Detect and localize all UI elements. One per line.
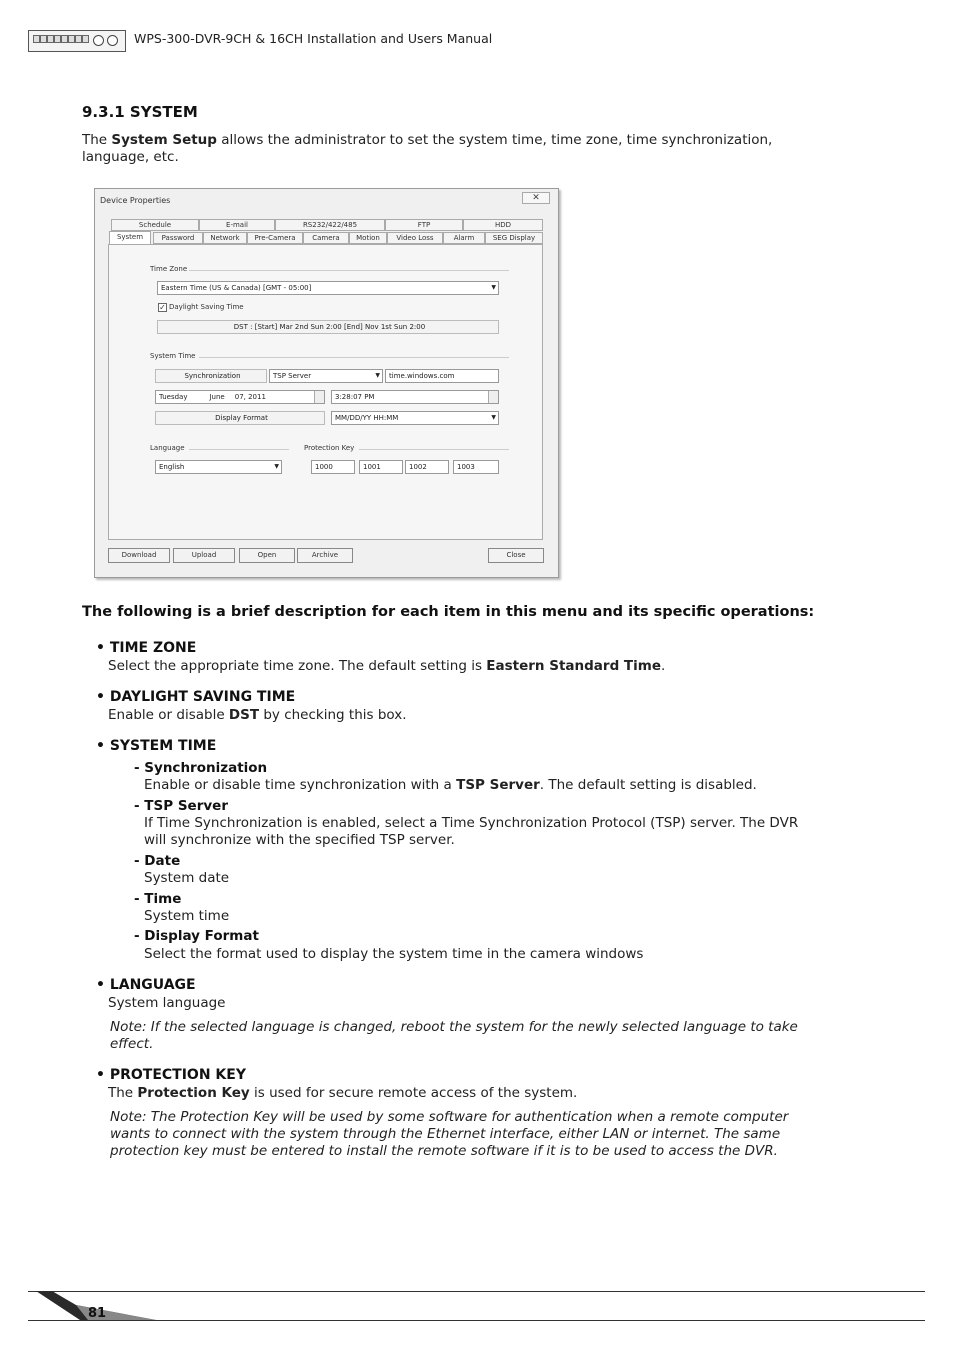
- tab-rs232[interactable]: RS232/422/485: [275, 219, 385, 231]
- language-heading: • LANGUAGE: [96, 977, 196, 993]
- device-properties-dialog: [94, 188, 559, 578]
- language-text: System language: [108, 995, 226, 1011]
- protection-key-1[interactable]: 1000: [311, 460, 355, 474]
- intro-paragraph: The System Setup allows the administrator to set the system time, time zone, time synchronization, language, etc.: [82, 132, 773, 165]
- display-format-subheading: - Display Format: [134, 928, 259, 944]
- system-time-heading: • SYSTEM TIME: [96, 738, 217, 754]
- time-text: System time: [144, 908, 230, 924]
- time-zone-label: Time Zone: [150, 265, 188, 273]
- time-subheading: - Time: [134, 891, 182, 907]
- close-x-icon[interactable]: ✕: [522, 192, 550, 204]
- tab-ftp[interactable]: FTP: [385, 219, 463, 231]
- section-title: 9.3.1 SYSTEM: [82, 103, 198, 121]
- tab-motion[interactable]: Motion: [349, 232, 387, 244]
- system-tab-panel: [108, 244, 543, 540]
- tab-alarm[interactable]: Alarm: [443, 232, 485, 244]
- tab-system[interactable]: System: [109, 231, 151, 244]
- description-heading: The following is a brief description for each item in this menu and its specific operations:: [82, 604, 815, 620]
- display-format-label-box: Display Format: [155, 411, 325, 425]
- sync-subheading: - Synchronization: [134, 760, 268, 776]
- dst-text: Enable or disable DST by checking this box.: [108, 707, 407, 723]
- dst-checkbox[interactable]: ✓: [159, 303, 166, 312]
- close-button[interactable]: Close: [488, 548, 544, 563]
- language-note: Note: If the selected language is changed, reboot the system for the newly selected language to take effect.: [110, 1019, 798, 1052]
- date-picker[interactable]: Tuesday June 07, 2011: [155, 390, 325, 404]
- sync-text: Enable or disable time synchronization with a TSP Server. The default setting is disabled.: [144, 777, 757, 793]
- tab-schedule[interactable]: Schedule: [111, 219, 199, 231]
- dst-checkbox-label: Daylight Saving Time: [169, 303, 244, 311]
- footer-rule-top: [28, 1291, 925, 1292]
- tsp-text: If Time Synchronization is enabled, select a Time Synchronization Protocol (TSP) server. The DVR will synchronize with the specified TSP server.: [144, 815, 799, 848]
- system-time-label: System Time: [150, 352, 196, 360]
- dialog-title: Device Properties: [100, 196, 171, 205]
- protection-key-note: Note: The Protection Key will be used by some software for authentication when a remote computer wants to connect with the system through the Ethernet interface, either LAN or internet. The same protection key must be entered to install the remote software if it is to be used to access the DVR.: [110, 1109, 789, 1159]
- tsp-server-input[interactable]: time.windows.com: [385, 369, 499, 383]
- date-subheading: - Date: [134, 853, 181, 869]
- open-button[interactable]: Open: [239, 548, 295, 563]
- date-text: System date: [144, 870, 230, 886]
- time-zone-text: Select the appropriate time zone. The default setting is Eastern Standard Time.: [108, 658, 666, 674]
- page-number: 81: [88, 1306, 107, 1321]
- download-button[interactable]: Download: [108, 548, 170, 563]
- tab-network[interactable]: Network: [203, 232, 247, 244]
- time-zone-heading: • TIME ZONE: [96, 640, 197, 656]
- time-zone-select[interactable]: Eastern Time (US & Canada) [GMT - 05:00] ▼: [157, 281, 499, 295]
- footer-rule-bottom: [28, 1320, 925, 1321]
- language-select[interactable]: English ▼: [155, 460, 282, 474]
- tab-email[interactable]: E-mail: [199, 219, 275, 231]
- document-title: WPS-300-DVR-9CH & 16CH Installation and Users Manual: [134, 31, 493, 46]
- tsp-subheading: - TSP Server: [134, 798, 228, 814]
- protection-key-2[interactable]: 1001: [359, 460, 403, 474]
- tab-video-loss[interactable]: Video Loss: [387, 232, 443, 244]
- dvr-device-logo: [28, 30, 126, 52]
- archive-button[interactable]: Archive: [297, 548, 353, 563]
- tab-pre-camera[interactable]: Pre-Camera: [247, 232, 303, 244]
- sync-label-box: Synchronization: [155, 369, 267, 383]
- display-format-text: Select the format used to display the system time in the camera windows: [144, 946, 644, 962]
- protection-key-3[interactable]: 1002: [405, 460, 449, 474]
- tab-password[interactable]: Password: [153, 232, 203, 244]
- sync-select[interactable]: TSP Server ▼: [269, 369, 383, 383]
- time-picker[interactable]: 3:28:07 PM: [331, 390, 499, 404]
- tab-seg-display[interactable]: SEG Display: [485, 232, 543, 244]
- tab-hdd[interactable]: HDD: [463, 219, 543, 231]
- protection-key-text: The Protection Key is used for secure remote access of the system.: [108, 1085, 578, 1101]
- protection-key-4[interactable]: 1003: [453, 460, 499, 474]
- upload-button[interactable]: Upload: [173, 548, 235, 563]
- protection-key-label: Protection Key: [304, 444, 355, 452]
- language-label: Language: [150, 444, 185, 452]
- display-format-select[interactable]: MM/DD/YY HH:MM ▼: [331, 411, 499, 425]
- dst-info-field: DST : [Start] Mar 2nd Sun 2:00 [End] Nov 1st Sun 2:00: [157, 320, 499, 334]
- tab-camera[interactable]: Camera: [303, 232, 349, 244]
- dst-heading: • DAYLIGHT SAVING TIME: [96, 689, 296, 705]
- protection-key-heading: • PROTECTION KEY: [96, 1067, 246, 1083]
